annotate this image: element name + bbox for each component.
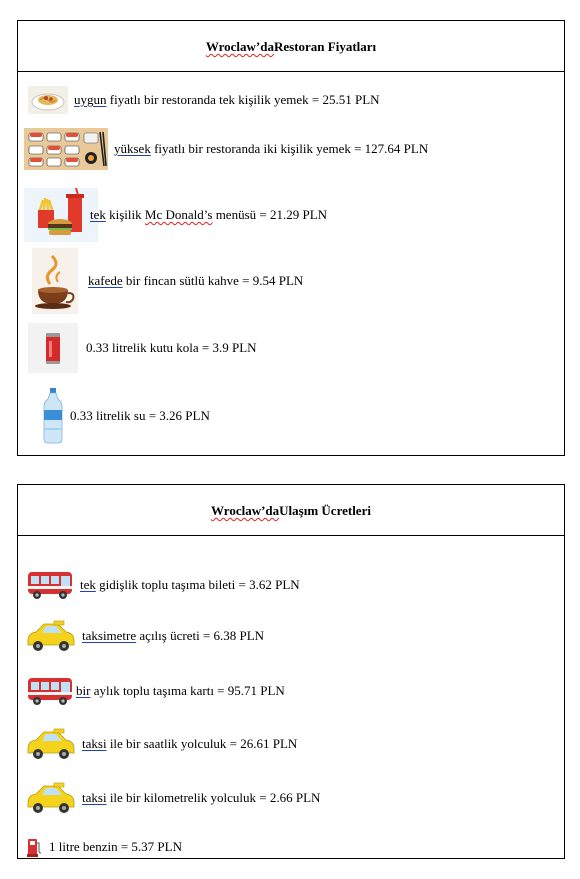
- fuel-pump-icon: [26, 837, 42, 857]
- title-rest: Restoran Fiyatları: [273, 39, 377, 54]
- item-lead: bir: [76, 683, 91, 698]
- bus-icon: [26, 674, 74, 708]
- list-item: [42, 388, 210, 444]
- list-item: [24, 727, 297, 761]
- restaurant-prices-table: [17, 20, 565, 456]
- item-text: aylık toplu taşıma kartı = 95.71 PLN: [90, 683, 285, 698]
- item-text: ile bir kilometrelik yolculuk = 2.66 PLN: [106, 790, 321, 805]
- item-lead: tek: [90, 207, 106, 222]
- fast-food-meal-icon: [24, 188, 98, 242]
- item-text: ile bir saatlik yolculuk = 26.61 PLN: [106, 736, 298, 751]
- title-city: Wroclaw’da: [205, 39, 274, 54]
- item-lead: taksi: [82, 790, 107, 805]
- item-lead: uygun: [74, 92, 107, 107]
- taxi-icon: [24, 727, 76, 761]
- item-lead: taksimetre: [82, 628, 137, 643]
- coffee-cup-icon: [32, 248, 78, 314]
- item-text: 1 litre benzin = 5.37 PLN: [49, 839, 182, 854]
- water-bottle-icon: [42, 388, 64, 444]
- transport-prices-table: [17, 484, 565, 859]
- item-lead: kafede: [88, 273, 123, 288]
- list-item: [28, 86, 380, 114]
- item-lead: tek: [80, 577, 96, 592]
- item-text: fiyatlı bir restoranda iki kişilik yemek = 127.64 PLN: [150, 141, 429, 156]
- list-item: [24, 619, 264, 653]
- list-item: [28, 323, 257, 373]
- cola-can-icon: [28, 323, 78, 373]
- transport-table-title: [18, 485, 564, 536]
- pasta-plate-icon: [28, 86, 68, 114]
- item-lead: yüksek: [114, 141, 151, 156]
- list-item: [24, 781, 320, 815]
- list-item: [24, 128, 428, 170]
- sushi-platter-icon: [24, 128, 108, 170]
- item-text: bir fincan sütlü kahve = 9.54 PLN: [122, 273, 304, 288]
- restaurant-table-title: [18, 21, 564, 72]
- item-text: 0.33 litrelik kutu kola = 3.9 PLN: [86, 340, 257, 355]
- taxi-icon: [24, 781, 76, 815]
- list-item: [26, 674, 285, 708]
- bus-icon: [26, 568, 74, 602]
- item-text: kişilik: [105, 207, 145, 222]
- item-lead: taksi: [82, 736, 107, 751]
- item-text: 0.33 litrelik su = 3.26 PLN: [70, 408, 210, 423]
- item-text: gidişlik toplu taşıma bileti = 3.62 PLN: [95, 577, 300, 592]
- brand-name: Mc Donald’s: [144, 207, 213, 222]
- list-item: [32, 248, 303, 314]
- list-item: [24, 188, 327, 242]
- title-city: Wroclaw’da: [211, 503, 280, 518]
- title-rest: Ulaşım Ücretleri: [279, 503, 371, 518]
- list-item: [26, 837, 182, 857]
- item-text: menüsü = 21.29 PLN: [212, 207, 328, 222]
- item-text: açılış ücreti = 6.38 PLN: [136, 628, 265, 643]
- taxi-icon: [24, 619, 76, 653]
- list-item: [26, 568, 300, 602]
- item-text: fiyatlı bir restoranda tek kişilik yemek = 25.51 PLN: [106, 92, 380, 107]
